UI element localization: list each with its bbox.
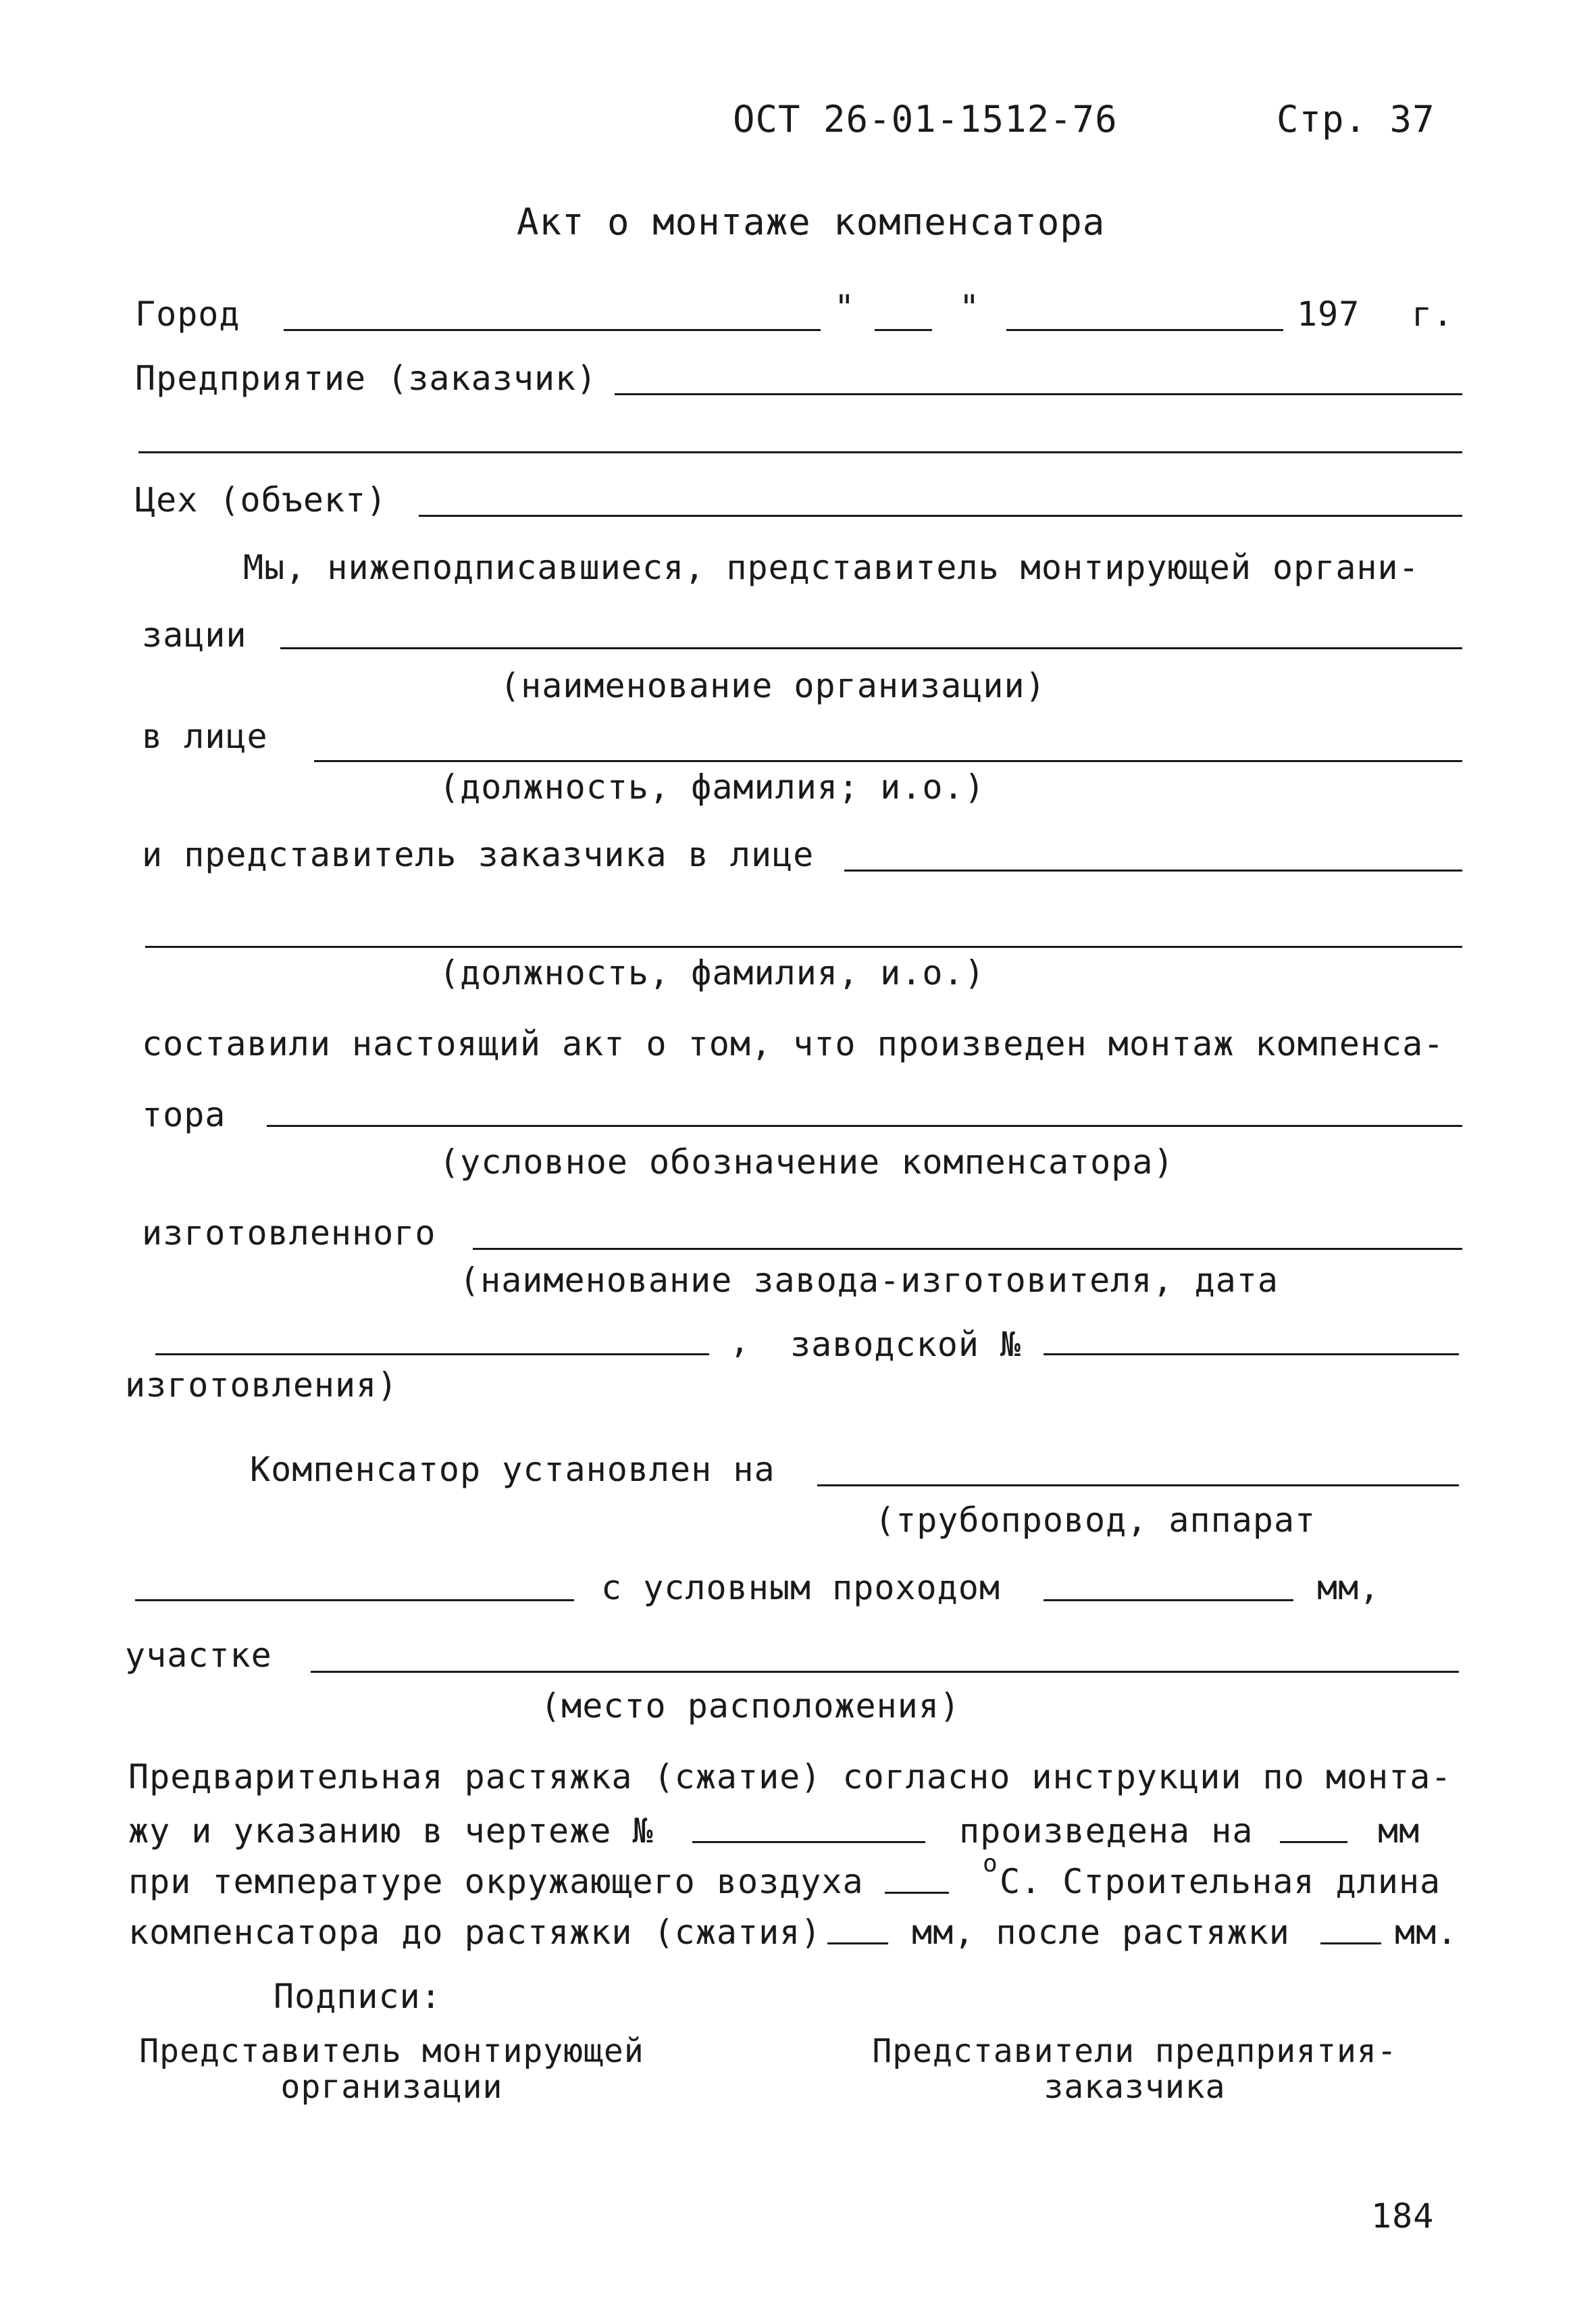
prestretch-line-3a: при температуре окружающего воздуха xyxy=(128,1862,864,1901)
prestretch-line-4b: мм, после растяжки xyxy=(912,1913,1290,1952)
signature-left-line-1: Представитель монтирующей xyxy=(139,2032,644,2070)
section-field[interactable] xyxy=(311,1671,1459,1673)
composed-line-2: тора xyxy=(142,1095,226,1134)
prestretch-line-2a: жу и указанию в чертеже № xyxy=(128,1811,654,1851)
comma: , xyxy=(729,1322,751,1361)
nominal-bore-field[interactable] xyxy=(1044,1599,1293,1601)
enterprise-label: Предприятие (заказчик) xyxy=(135,359,598,398)
in-person-field[interactable] xyxy=(314,760,1462,762)
prestretch-amount-field[interactable] xyxy=(1280,1841,1347,1843)
manufacturer-field[interactable] xyxy=(473,1248,1462,1250)
prestretch-line-4c: мм. xyxy=(1395,1913,1458,1952)
manufacture-date-field[interactable] xyxy=(155,1353,709,1355)
position-hint-2: (должность, фамилия, и.о.) xyxy=(439,953,985,992)
signature-right-line-2: заказчика xyxy=(1044,2068,1226,2106)
drawing-no-field[interactable] xyxy=(692,1841,925,1843)
prestretch-line-4a: компенсатора до растяжки (сжатия) xyxy=(128,1913,822,1952)
city-label: Город xyxy=(135,295,240,334)
factory-no-field[interactable] xyxy=(1044,1353,1459,1355)
intro-line-2: зации xyxy=(142,615,247,655)
location-hint: (место расположения) xyxy=(540,1686,961,1726)
section-label: участке xyxy=(125,1636,272,1675)
pipeline-field[interactable] xyxy=(135,1599,574,1601)
length-after-field[interactable] xyxy=(1320,1942,1381,1944)
prestretch-line-2b: произведена на xyxy=(959,1811,1254,1851)
signature-left-line-2: организации xyxy=(280,2068,503,2106)
document-title: Акт о монтаже компенсатора xyxy=(517,201,1106,243)
city-field[interactable] xyxy=(284,329,821,331)
customer-rep-field-continued[interactable] xyxy=(145,946,1462,948)
intro-line-1: Мы, нижеподписавшиеся, представитель монтирующей органи- xyxy=(243,548,1420,587)
customer-rep-label: и представитель заказчика в лице xyxy=(142,835,815,874)
year-prefix: 197 xyxy=(1297,295,1360,334)
signature-right-line-1: Представители предприятия- xyxy=(872,2032,1397,2070)
enterprise-field[interactable] xyxy=(615,393,1462,395)
compensator-field[interactable] xyxy=(267,1125,1462,1127)
quote-close: " xyxy=(959,288,981,327)
manufacture-close: изготовления) xyxy=(125,1365,398,1405)
compensator-hint: (условное обозначение компенсатора) xyxy=(439,1142,1175,1182)
factory-hint: (наименование завода-изготовителя, дата xyxy=(459,1261,1279,1300)
signatures-heading: Подписи: xyxy=(274,1977,442,2016)
prestretch-line-1: Предварительная растяжка (сжатие) согласно инструкции по монта- xyxy=(128,1757,1452,1796)
quote-open: " xyxy=(834,288,856,327)
degree-symbol: o xyxy=(983,1850,998,1878)
organization-field[interactable] xyxy=(280,647,1462,649)
mm-unit: мм, xyxy=(1317,1568,1381,1607)
month-field[interactable] xyxy=(1006,329,1283,331)
installed-on-field[interactable] xyxy=(817,1484,1459,1486)
prestretch-line-2c: мм xyxy=(1378,1811,1420,1851)
customer-rep-field[interactable] xyxy=(844,870,1462,872)
in-person-label: в лице xyxy=(142,717,268,756)
workshop-field[interactable] xyxy=(419,515,1462,517)
year-suffix: г. xyxy=(1412,295,1454,334)
workshop-label: Цех (объект) xyxy=(135,480,388,520)
enterprise-field-continued[interactable] xyxy=(138,451,1462,453)
length-before-field[interactable] xyxy=(827,1942,888,1944)
factory-no-label: заводской № xyxy=(790,1325,1022,1364)
day-field[interactable] xyxy=(875,329,932,331)
page-label: Стр. 37 xyxy=(1277,98,1435,141)
page-number: 184 xyxy=(1371,2196,1435,2236)
prestretch-line-3b: С. Строительная длина xyxy=(1000,1862,1441,1901)
temperature-field[interactable] xyxy=(885,1892,949,1894)
nominal-bore-label: с условным проходом xyxy=(601,1568,1000,1607)
position-hint-1: (должность, фамилия; и.о.) xyxy=(439,768,985,807)
standard-code: ОСТ 26-01-1512-76 xyxy=(733,98,1118,141)
installed-on-label: Компенсатор установлен на xyxy=(250,1450,775,1489)
org-name-hint: (наименование организации) xyxy=(500,666,1046,705)
pipeline-hint: (трубопровод, аппарат xyxy=(875,1501,1316,1540)
composed-line-1: составили настоящий акт о том, что произведен монтаж компенса- xyxy=(142,1024,1445,1063)
manufactured-label: изготовленного xyxy=(142,1213,436,1253)
